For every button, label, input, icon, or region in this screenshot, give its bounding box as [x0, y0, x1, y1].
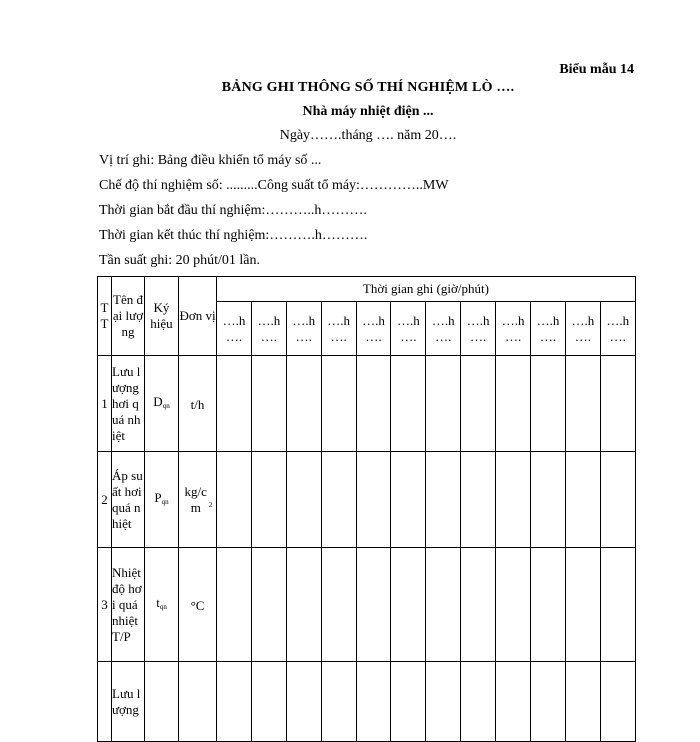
- time-slot-header: [217, 302, 252, 356]
- value-cell[interactable]: [600, 548, 635, 662]
- time-slot-minute: ….: [504, 328, 522, 344]
- value-cell[interactable]: [217, 662, 252, 742]
- time-slot-minute: ….: [260, 328, 277, 344]
- form-number: Biểu mẫu 14: [559, 62, 634, 77]
- col-header-unit: Đơn vị: [179, 277, 217, 356]
- time-slot-hour: ….h: [466, 312, 490, 328]
- col-header-time-group: Thời gian ghi (giờ/phút): [217, 277, 636, 302]
- unit-main: kg/cm: [184, 483, 207, 515]
- time-slot-minute: ….: [539, 328, 557, 344]
- value-cell[interactable]: [531, 452, 566, 548]
- value-cell[interactable]: [461, 356, 496, 452]
- time-slot-header: [565, 302, 600, 356]
- time-slot-minute: ….: [435, 328, 452, 344]
- value-cell[interactable]: [565, 452, 600, 548]
- time-slot-minute: ….: [400, 328, 417, 344]
- end-time-line: Thời gian kết thúc thí nghiệm:……….h……….: [99, 228, 368, 243]
- time-slot-hour: ….h: [397, 312, 420, 328]
- time-slot-hour: ….h: [292, 312, 316, 328]
- value-cell[interactable]: [461, 548, 496, 662]
- time-slot-hour: ….h: [362, 312, 385, 328]
- test-mode-line: Chế độ thí nghiệm số: .........Công suất tổ máy:…………..MW: [99, 178, 449, 193]
- value-cell[interactable]: [531, 662, 566, 742]
- time-slot-minute: ….: [295, 328, 312, 344]
- time-slot-hour: ….h: [571, 312, 595, 328]
- value-cell[interactable]: [251, 548, 286, 662]
- value-cell[interactable]: [217, 452, 252, 548]
- quantity-unit: [179, 452, 217, 548]
- symbol-subscript: qn: [159, 602, 167, 611]
- value-cell[interactable]: [286, 356, 321, 452]
- quantity-name: Áp suất hơi quá nhiệt: [112, 452, 145, 548]
- value-cell[interactable]: [356, 356, 391, 452]
- value-cell[interactable]: [251, 662, 286, 742]
- time-slot-header: [496, 302, 531, 356]
- value-cell[interactable]: [426, 662, 461, 742]
- record-location: Vị trí ghi: Bảng điều khiển tổ máy số ...: [99, 153, 322, 168]
- row-number: [98, 662, 112, 742]
- parameter-table: [97, 276, 636, 742]
- symbol-subscript: qn: [162, 401, 170, 410]
- time-slot-hour: ….h: [257, 312, 281, 328]
- date-line: Ngày…….tháng …. năm 20….: [279, 128, 457, 143]
- time-slot-hour: ….h: [501, 312, 525, 328]
- table-row: [98, 662, 636, 742]
- quantity-name: Nhiệt độ hơi quá nhiệt T/P: [112, 548, 145, 662]
- row-number: 1: [98, 356, 112, 452]
- table-row: [98, 356, 636, 452]
- unit-superscript: 2: [208, 500, 213, 509]
- value-cell[interactable]: [321, 356, 356, 452]
- time-slot-header: [286, 302, 321, 356]
- quantity-symbol: [145, 452, 179, 548]
- plant-name: Nhà máy nhiệt điện ...: [302, 104, 434, 119]
- value-cell[interactable]: [286, 452, 321, 548]
- value-cell[interactable]: [600, 452, 635, 548]
- col-header-stt: TT: [98, 277, 112, 356]
- symbol-main: P: [154, 489, 162, 505]
- symbol-subscript: qn: [161, 497, 169, 506]
- value-cell[interactable]: [217, 356, 252, 452]
- frequency-line: Tần suất ghi: 20 phút/01 lần.: [99, 253, 260, 268]
- value-cell[interactable]: [286, 662, 321, 742]
- value-cell[interactable]: [217, 548, 252, 662]
- value-cell[interactable]: [356, 662, 391, 742]
- start-time-line: Thời gian bắt đầu thí nghiệm:………..h……….: [99, 203, 367, 218]
- value-cell[interactable]: [391, 662, 426, 742]
- time-slot-minute: ….: [330, 328, 347, 344]
- value-cell[interactable]: [391, 356, 426, 452]
- time-slot-hour: ….h: [222, 312, 246, 328]
- time-slot-header: [600, 302, 635, 356]
- time-slot-minute: ….: [470, 328, 487, 344]
- value-cell[interactable]: [426, 356, 461, 452]
- quantity-unit: [179, 548, 217, 662]
- time-slot-header: [321, 302, 356, 356]
- time-slot-hour: ….h: [327, 312, 350, 328]
- unit-main: °C: [190, 598, 205, 613]
- quantity-symbol: [145, 356, 179, 452]
- value-cell[interactable]: [496, 356, 531, 452]
- time-slot-minute: ….: [225, 328, 243, 344]
- col-header-symbol: Ký hiệu: [145, 277, 179, 356]
- value-cell[interactable]: [426, 548, 461, 662]
- table-row: [98, 548, 636, 662]
- time-slot-header: [391, 302, 426, 356]
- value-cell[interactable]: [356, 452, 391, 548]
- quantity-unit: [179, 662, 217, 742]
- time-slot-header: [251, 302, 286, 356]
- table-row: [98, 452, 636, 548]
- value-cell[interactable]: [496, 452, 531, 548]
- value-cell[interactable]: [356, 548, 391, 662]
- value-cell[interactable]: [286, 548, 321, 662]
- value-cell[interactable]: [600, 662, 635, 742]
- value-cell[interactable]: [565, 662, 600, 742]
- quantity-symbol: [145, 548, 179, 662]
- quantity-symbol: [145, 662, 179, 742]
- time-slot-header: [461, 302, 496, 356]
- col-header-name: Tên đại lượng: [112, 277, 145, 356]
- value-cell[interactable]: [496, 548, 531, 662]
- value-cell[interactable]: [251, 452, 286, 548]
- value-cell[interactable]: [531, 356, 566, 452]
- value-cell[interactable]: [600, 356, 635, 452]
- time-slot-header: [356, 302, 391, 356]
- value-cell[interactable]: [461, 452, 496, 548]
- symbol-main: D: [153, 393, 163, 409]
- value-cell[interactable]: [496, 662, 531, 742]
- row-number: 2: [98, 452, 112, 548]
- value-cell[interactable]: [391, 548, 426, 662]
- time-slot-minute: ….: [365, 328, 382, 344]
- value-cell[interactable]: [565, 356, 600, 452]
- quantity-name: Lưu lượng hơi quá nhiệt: [112, 356, 145, 452]
- row-number: 3: [98, 548, 112, 662]
- value-cell[interactable]: [321, 452, 356, 548]
- time-slot-minute: ….: [609, 328, 626, 344]
- value-cell[interactable]: [321, 662, 356, 742]
- value-cell[interactable]: [321, 548, 356, 662]
- value-cell[interactable]: [391, 452, 426, 548]
- value-cell[interactable]: [531, 548, 566, 662]
- value-cell[interactable]: [461, 662, 496, 742]
- time-slot-hour: ….h: [606, 312, 630, 328]
- time-slot-header: [426, 302, 461, 356]
- value-cell[interactable]: [426, 452, 461, 548]
- quantity-name: Lưu lượng: [112, 662, 145, 742]
- time-slot-hour: ….h: [536, 312, 560, 328]
- time-slot-minute: ….: [574, 328, 591, 344]
- value-cell[interactable]: [565, 548, 600, 662]
- value-cell[interactable]: [251, 356, 286, 452]
- table-header-row: [98, 277, 636, 302]
- symbol-main: t: [156, 594, 160, 610]
- unit-main: t/h: [190, 397, 205, 412]
- quantity-unit: [179, 356, 217, 452]
- document-title: BẢNG GHI THÔNG SỐ THÍ NGHIỆM LÒ ….: [221, 80, 515, 95]
- time-slot-hour: ….h: [431, 312, 455, 328]
- time-slot-header: [531, 302, 566, 356]
